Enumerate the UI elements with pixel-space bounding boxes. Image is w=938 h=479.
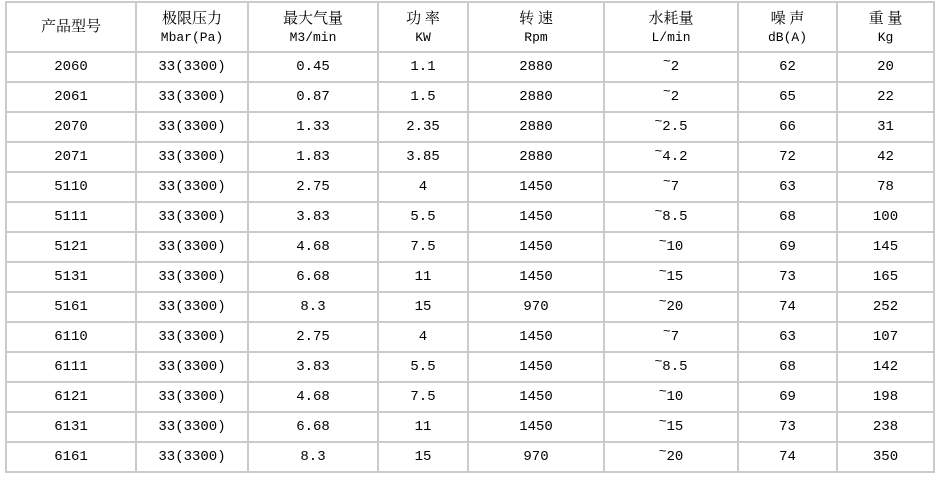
cell-weight: 142 — [837, 352, 934, 382]
column-header-airflow — [248, 2, 378, 52]
approx-tilde: ~ — [662, 324, 671, 339]
cell-model: 6111 — [6, 352, 136, 382]
column-header-power — [378, 2, 468, 52]
table-row — [6, 52, 934, 82]
cell-airflow: 1.33 — [248, 112, 378, 142]
cell-model: 5131 — [6, 262, 136, 292]
column-header-model — [6, 2, 136, 52]
cell-noise: 63 — [738, 322, 837, 352]
cell-noise: 69 — [738, 382, 837, 412]
table-row — [6, 232, 934, 262]
cell-water: ~15 — [604, 262, 738, 292]
column-label-model: 产品型号 — [40, 19, 101, 35]
cell-weight: 165 — [837, 262, 934, 292]
cell-pressure: 33(3300) — [136, 202, 248, 232]
cell-speed: 1450 — [468, 412, 604, 442]
cell-airflow: 3.83 — [248, 202, 378, 232]
cell-power: 15 — [378, 292, 468, 322]
column-label-weight: 重 量 — [868, 10, 903, 27]
cell-pressure: 33(3300) — [136, 112, 248, 142]
column-unit-pressure: Mbar(Pa) — [160, 29, 224, 45]
cell-power: 5.5 — [378, 202, 468, 232]
cell-power: 1.1 — [378, 52, 468, 82]
cell-pressure: 33(3300) — [136, 322, 248, 352]
table-row — [6, 112, 934, 142]
cell-speed: 2880 — [468, 142, 604, 172]
cell-model: 2060 — [6, 52, 136, 82]
cell-model: 2070 — [6, 112, 136, 142]
cell-power: 4 — [378, 172, 468, 202]
cell-speed: 970 — [468, 442, 604, 472]
cell-airflow: 2.75 — [248, 322, 378, 352]
column-unit-power: KW — [415, 29, 431, 45]
cell-power: 5.5 — [378, 352, 468, 382]
cell-speed: 1450 — [468, 352, 604, 382]
approx-tilde: ~ — [654, 144, 663, 159]
cell-power: 7.5 — [378, 232, 468, 262]
cell-airflow: 8.3 — [248, 442, 378, 472]
cell-pressure: 33(3300) — [136, 412, 248, 442]
cell-model: 5111 — [6, 202, 136, 232]
column-header-noise — [738, 2, 837, 52]
cell-water: ~20 — [604, 442, 738, 472]
column-unit-water: L/min — [651, 29, 691, 45]
cell-airflow: 8.3 — [248, 292, 378, 322]
cell-water: ~2 — [604, 82, 738, 112]
table-row — [6, 442, 934, 472]
cell-water: ~2.5 — [604, 112, 738, 142]
approx-tilde: ~ — [654, 354, 663, 369]
table-row — [6, 262, 934, 292]
cell-noise: 68 — [738, 202, 837, 232]
column-unit-noise: dB(A) — [767, 29, 807, 45]
cell-model: 2061 — [6, 82, 136, 112]
cell-weight: 20 — [837, 52, 934, 82]
approx-tilde: ~ — [658, 294, 667, 309]
column-label-pressure: 极限压力 — [161, 10, 222, 27]
cell-model: 6110 — [6, 322, 136, 352]
column-header-pressure — [136, 2, 248, 52]
cell-airflow: 1.83 — [248, 142, 378, 172]
cell-weight: 42 — [837, 142, 934, 172]
cell-water: ~10 — [604, 232, 738, 262]
cell-weight: 252 — [837, 292, 934, 322]
cell-model: 5110 — [6, 172, 136, 202]
cell-weight: 107 — [837, 322, 934, 352]
cell-pressure: 33(3300) — [136, 172, 248, 202]
table-row — [6, 322, 934, 352]
cell-speed: 970 — [468, 292, 604, 322]
cell-model: 6131 — [6, 412, 136, 442]
cell-noise: 73 — [738, 262, 837, 292]
cell-pressure: 33(3300) — [136, 262, 248, 292]
approx-tilde: ~ — [662, 54, 671, 69]
cell-pressure: 33(3300) — [136, 232, 248, 262]
table-row — [6, 352, 934, 382]
cell-model: 5121 — [6, 232, 136, 262]
cell-power: 7.5 — [378, 382, 468, 412]
cell-speed: 2880 — [468, 82, 604, 112]
cell-airflow: 4.68 — [248, 232, 378, 262]
cell-speed: 2880 — [468, 52, 604, 82]
column-unit-weight: Kg — [877, 29, 894, 45]
cell-pressure: 33(3300) — [136, 352, 248, 382]
approx-tilde: ~ — [658, 234, 667, 249]
cell-power: 11 — [378, 412, 468, 442]
cell-weight: 22 — [837, 82, 934, 112]
cell-water: ~8.5 — [604, 352, 738, 382]
cell-model: 6121 — [6, 382, 136, 412]
cell-noise: 74 — [738, 442, 837, 472]
cell-speed: 2880 — [468, 112, 604, 142]
table-row — [6, 412, 934, 442]
cell-noise: 74 — [738, 292, 837, 322]
cell-model: 2071 — [6, 142, 136, 172]
header-row — [6, 2, 934, 52]
cell-noise: 68 — [738, 352, 837, 382]
cell-weight: 238 — [837, 412, 934, 442]
column-header-speed — [468, 2, 604, 52]
approx-tilde: ~ — [658, 264, 667, 279]
cell-power: 2.35 — [378, 112, 468, 142]
cell-noise: 66 — [738, 112, 837, 142]
cell-pressure: 33(3300) — [136, 292, 248, 322]
column-label-noise: 噪 声 — [770, 10, 805, 27]
cell-weight: 198 — [837, 382, 934, 412]
cell-water: ~7 — [604, 322, 738, 352]
approx-tilde: ~ — [662, 84, 671, 99]
column-label-water: 水耗量 — [648, 10, 694, 27]
cell-noise: 63 — [738, 172, 837, 202]
column-unit-speed: Rpm — [524, 29, 548, 45]
cell-airflow: 4.68 — [248, 382, 378, 412]
cell-power: 4 — [378, 322, 468, 352]
cell-model: 5161 — [6, 292, 136, 322]
column-label-power: 功 率 — [406, 10, 440, 27]
cell-weight: 31 — [837, 112, 934, 142]
approx-tilde: ~ — [662, 174, 671, 189]
cell-pressure: 33(3300) — [136, 52, 248, 82]
cell-water: ~2 — [604, 52, 738, 82]
cell-airflow: 0.87 — [248, 82, 378, 112]
column-unit-airflow: M3/min — [289, 29, 337, 45]
cell-airflow: 6.68 — [248, 412, 378, 442]
cell-water: ~20 — [604, 292, 738, 322]
cell-speed: 1450 — [468, 322, 604, 352]
cell-water: ~7 — [604, 172, 738, 202]
cell-weight: 100 — [837, 202, 934, 232]
column-label-speed: 转 速 — [519, 10, 553, 27]
cell-power: 11 — [378, 262, 468, 292]
cell-pressure: 33(3300) — [136, 142, 248, 172]
approx-tilde: ~ — [658, 384, 667, 399]
approx-tilde: ~ — [658, 444, 667, 459]
cell-weight: 145 — [837, 232, 934, 262]
cell-airflow: 2.75 — [248, 172, 378, 202]
table-row — [6, 82, 934, 112]
cell-weight: 350 — [837, 442, 934, 472]
cell-model: 6161 — [6, 442, 136, 472]
cell-power: 1.5 — [378, 82, 468, 112]
table-row — [6, 142, 934, 172]
cell-weight: 78 — [837, 172, 934, 202]
cell-noise: 65 — [738, 82, 837, 112]
column-header-weight — [837, 2, 934, 52]
cell-power: 15 — [378, 442, 468, 472]
cell-airflow: 0.45 — [248, 52, 378, 82]
cell-pressure: 33(3300) — [136, 382, 248, 412]
table-body — [6, 52, 934, 472]
cell-water: ~8.5 — [604, 202, 738, 232]
cell-noise: 73 — [738, 412, 837, 442]
column-header-water — [604, 2, 738, 52]
table-row — [6, 172, 934, 202]
table-row — [6, 382, 934, 412]
cell-power: 3.85 — [378, 142, 468, 172]
cell-pressure: 33(3300) — [136, 82, 248, 112]
column-label-airflow: 最大气量 — [282, 10, 343, 27]
product-spec-table — [5, 1, 935, 473]
cell-speed: 1450 — [468, 202, 604, 232]
cell-airflow: 3.83 — [248, 352, 378, 382]
cell-noise: 72 — [738, 142, 837, 172]
cell-speed: 1450 — [468, 262, 604, 292]
cell-speed: 1450 — [468, 232, 604, 262]
approx-tilde: ~ — [654, 204, 663, 219]
cell-pressure: 33(3300) — [136, 442, 248, 472]
cell-water: ~15 — [604, 412, 738, 442]
approx-tilde: ~ — [654, 114, 663, 129]
cell-noise: 62 — [738, 52, 837, 82]
cell-water: ~10 — [604, 382, 738, 412]
cell-airflow: 6.68 — [248, 262, 378, 292]
approx-tilde: ~ — [658, 414, 667, 429]
cell-speed: 1450 — [468, 382, 604, 412]
table-row — [6, 202, 934, 232]
cell-noise: 69 — [738, 232, 837, 262]
table-row — [6, 292, 934, 322]
cell-speed: 1450 — [468, 172, 604, 202]
cell-water: ~4.2 — [604, 142, 738, 172]
